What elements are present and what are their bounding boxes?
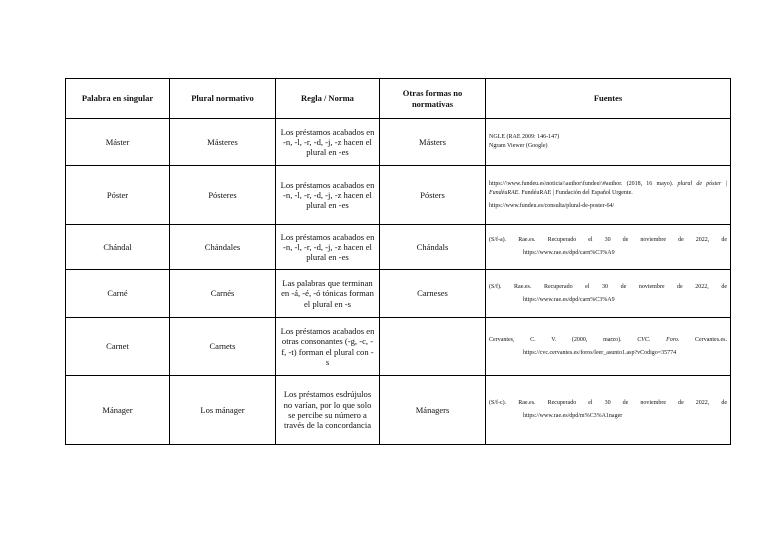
plurals-table: [65, 78, 731, 445]
cell-plural: Carnets: [170, 318, 276, 376]
cell-singular: Mánager: [66, 376, 170, 445]
table-row: [66, 318, 731, 376]
source-link[interactable]: https://cvc.cervantes.es/foros/leer_asunto1.asp?vCodigo=35774: [523, 349, 677, 356]
source-text: FundéuRAE | Fundación del Español Urgente.: [521, 189, 633, 196]
source-title: plural de póster | FundéuRAE.: [489, 180, 728, 196]
cell-rule: Los préstamos acabados en -n, -l, -r, -d, -j, -z hacen el plural en -es: [276, 166, 380, 225]
cell-rule: Los préstamos acabados en -n, -l, -r, -d, -j, -z hacen el plural en -es: [276, 119, 380, 166]
source-link[interactable]: https://www.rae.es/dpd/m%C3%A1nager: [523, 413, 623, 419]
cell-other: Chándals: [380, 225, 486, 270]
cell-singular: Carnet: [66, 318, 170, 376]
cell-sources: [486, 318, 731, 376]
source-line: [489, 336, 727, 345]
header-rule: Regla / Norma: [276, 79, 380, 119]
source-text: (S/f-a). Rae.es. Recuperado el 30 de noviembre de 2022, de: [489, 237, 727, 243]
source-title: CVC. Foro.: [637, 336, 680, 343]
cell-singular: Chándal: [66, 225, 170, 270]
header-sources: Fuentes: [486, 79, 731, 119]
table-row: [66, 270, 731, 318]
table-row: [66, 376, 731, 445]
cell-singular: Máster: [66, 119, 170, 166]
cell-other: Carneses: [380, 270, 486, 318]
source-text: https://\www.fundeu.es\noticia\\author\fundeu\\#author. (2018, 16 mayo).: [489, 180, 674, 187]
cell-other: Mánagers: [380, 376, 486, 445]
source-text: Ngram Viewer (Google): [489, 143, 548, 149]
cell-sources: [486, 166, 731, 225]
cell-plural: Másteres: [170, 119, 276, 166]
cell-other: Másters: [380, 119, 486, 166]
table-row: [66, 225, 731, 270]
source-text: (S/f-c). Rae.es. Recuperado el 30 de noviembre de 2022, de: [489, 400, 727, 406]
cell-rule: Las palabras que terminan en -á, -é, -ó tónicas forman el plural en -s: [276, 270, 380, 318]
cell-sources: [486, 119, 731, 166]
cell-plural: Pósteres: [170, 166, 276, 225]
cell-sources: [486, 376, 731, 445]
cell-sources: [486, 270, 731, 318]
source-text: Cervantes.es.: [695, 336, 728, 343]
cell-other: [380, 318, 486, 376]
source-link[interactable]: https://www.fundeu.es/consulta/plural-de-poster-64/: [489, 202, 615, 209]
header-singular: Palabra en singular: [66, 79, 170, 119]
cell-rule: Los préstamos acabados en -n, -l, -r, -d, -j, -z hacen el plural en -es: [276, 225, 380, 270]
cell-plural: Los mánager: [170, 376, 276, 445]
cell-singular: Póster: [66, 166, 170, 225]
cell-rule: Los préstamos acabados en otras consonantes (-g, -c, -f, -t) forman el plural con -s: [276, 318, 380, 376]
cell-plural: Chándales: [170, 225, 276, 270]
table-row: [66, 119, 731, 166]
cell-rule: Los préstamos esdrújulos no varían, por lo que solo se percibe su número a través de la concordancia: [276, 376, 380, 445]
cell-other: Pósters: [380, 166, 486, 225]
header-other-forms: Otras formas no normativas: [380, 79, 486, 119]
header-row: [66, 79, 731, 119]
source-link[interactable]: https://www.rae.es/dpd/carn%C3%A9: [523, 296, 615, 303]
cell-sources: [486, 225, 731, 270]
cell-singular: Carné: [66, 270, 170, 318]
cell-plural: Carnés: [170, 270, 276, 318]
source-text: Cervantes, C. V. (2000, marzo).: [489, 336, 622, 343]
source-link[interactable]: https://www.rae.es/dpd/carn%C3%A9: [523, 250, 615, 256]
source-text: NGLE (RAE 2009: 146-147): [489, 134, 560, 140]
source-text: (S/f). Rae.es. Recuperado el 30 de noviembre de 2022, de: [489, 283, 727, 290]
table-row: [66, 166, 731, 225]
header-plural: Plural normativo: [170, 79, 276, 119]
